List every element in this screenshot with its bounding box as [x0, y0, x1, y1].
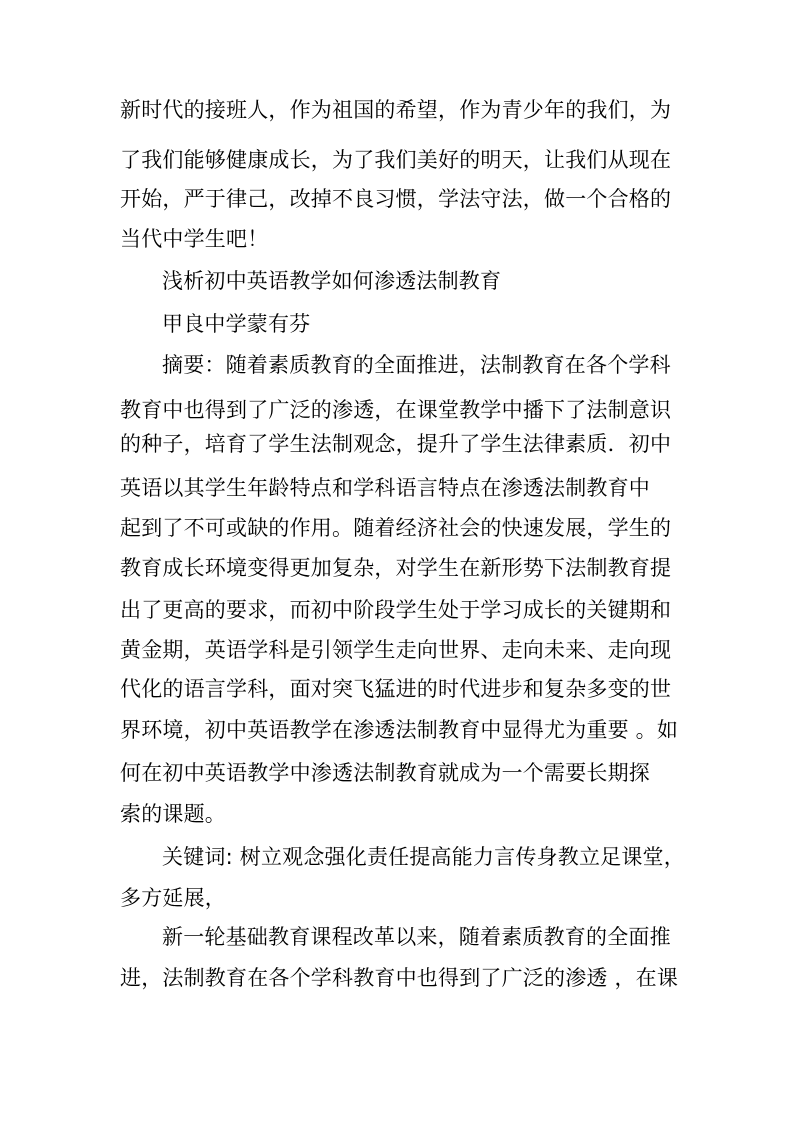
- body-text-line: 教育成长环境变得更加复杂，对学生在新形势下法制教育提: [120, 556, 672, 580]
- body-text-line: 当代中学生吧！: [120, 227, 269, 251]
- body-text-line: 何在初中英语教学中渗透法制教育就成为一个需要长期探: [120, 761, 650, 785]
- paragraph-start-line: 新一轮基础教育课程改革以来，随着素质教育的全面推: [162, 925, 671, 949]
- body-text-line: 黄金期，英语学科是引领学生走向世界、走向未来、走向现: [120, 638, 672, 662]
- body-text-line: 出了更高的要求，而初中阶段学生处于学习成长的关键期和: [120, 598, 672, 622]
- body-text-line: 代化的语言学科，面对突飞猛进的时代进步和复杂多变的世: [120, 677, 672, 701]
- body-text-line: 教育中也得到了广泛的渗透，在课堂教学中播下了法制意识: [120, 398, 672, 422]
- body-text-line: 了我们能够健康成长，为了我们美好的明天，让我们从现在: [120, 148, 672, 172]
- article-title: 浅析初中英语教学如何渗透法制教育: [162, 269, 502, 293]
- body-text-line: 新时代的接班人，作为祖国的希望，作为青少年的我们，为: [120, 98, 672, 122]
- body-text-line: 多方延展，: [120, 886, 226, 910]
- abstract-line: 摘要：随着素质教育的全面推进，法制教育在各个学科: [162, 353, 671, 377]
- body-text-line: 界环境，初中英语教学在渗透法制教育中显得尤为重要 。如: [120, 718, 679, 742]
- body-text-line: 索的课题。: [120, 802, 226, 826]
- body-text-line: 的种子，培育了学生法制观念，提升了学生法律素质．初中: [120, 432, 672, 456]
- keywords-line: 关键词: 树立观念强化责任提高能力言传身教立足课堂，: [162, 845, 685, 869]
- author-line: 甲良中学蒙有芬: [162, 312, 311, 336]
- body-text-line: 英语以其学生年龄特点和学科语言特点在渗透法制教育中: [120, 476, 650, 500]
- body-text-line: 起到了不可或缺的作用。随着经济社会的快速发展，学生的: [120, 516, 672, 540]
- body-text-line: 进，法制教育在各个学科教育中也得到了广泛的渗透 ，在课: [120, 966, 679, 990]
- body-text-line: 开始，严于律己，改掉不良习惯，学法守法，做一个合格的: [120, 187, 672, 211]
